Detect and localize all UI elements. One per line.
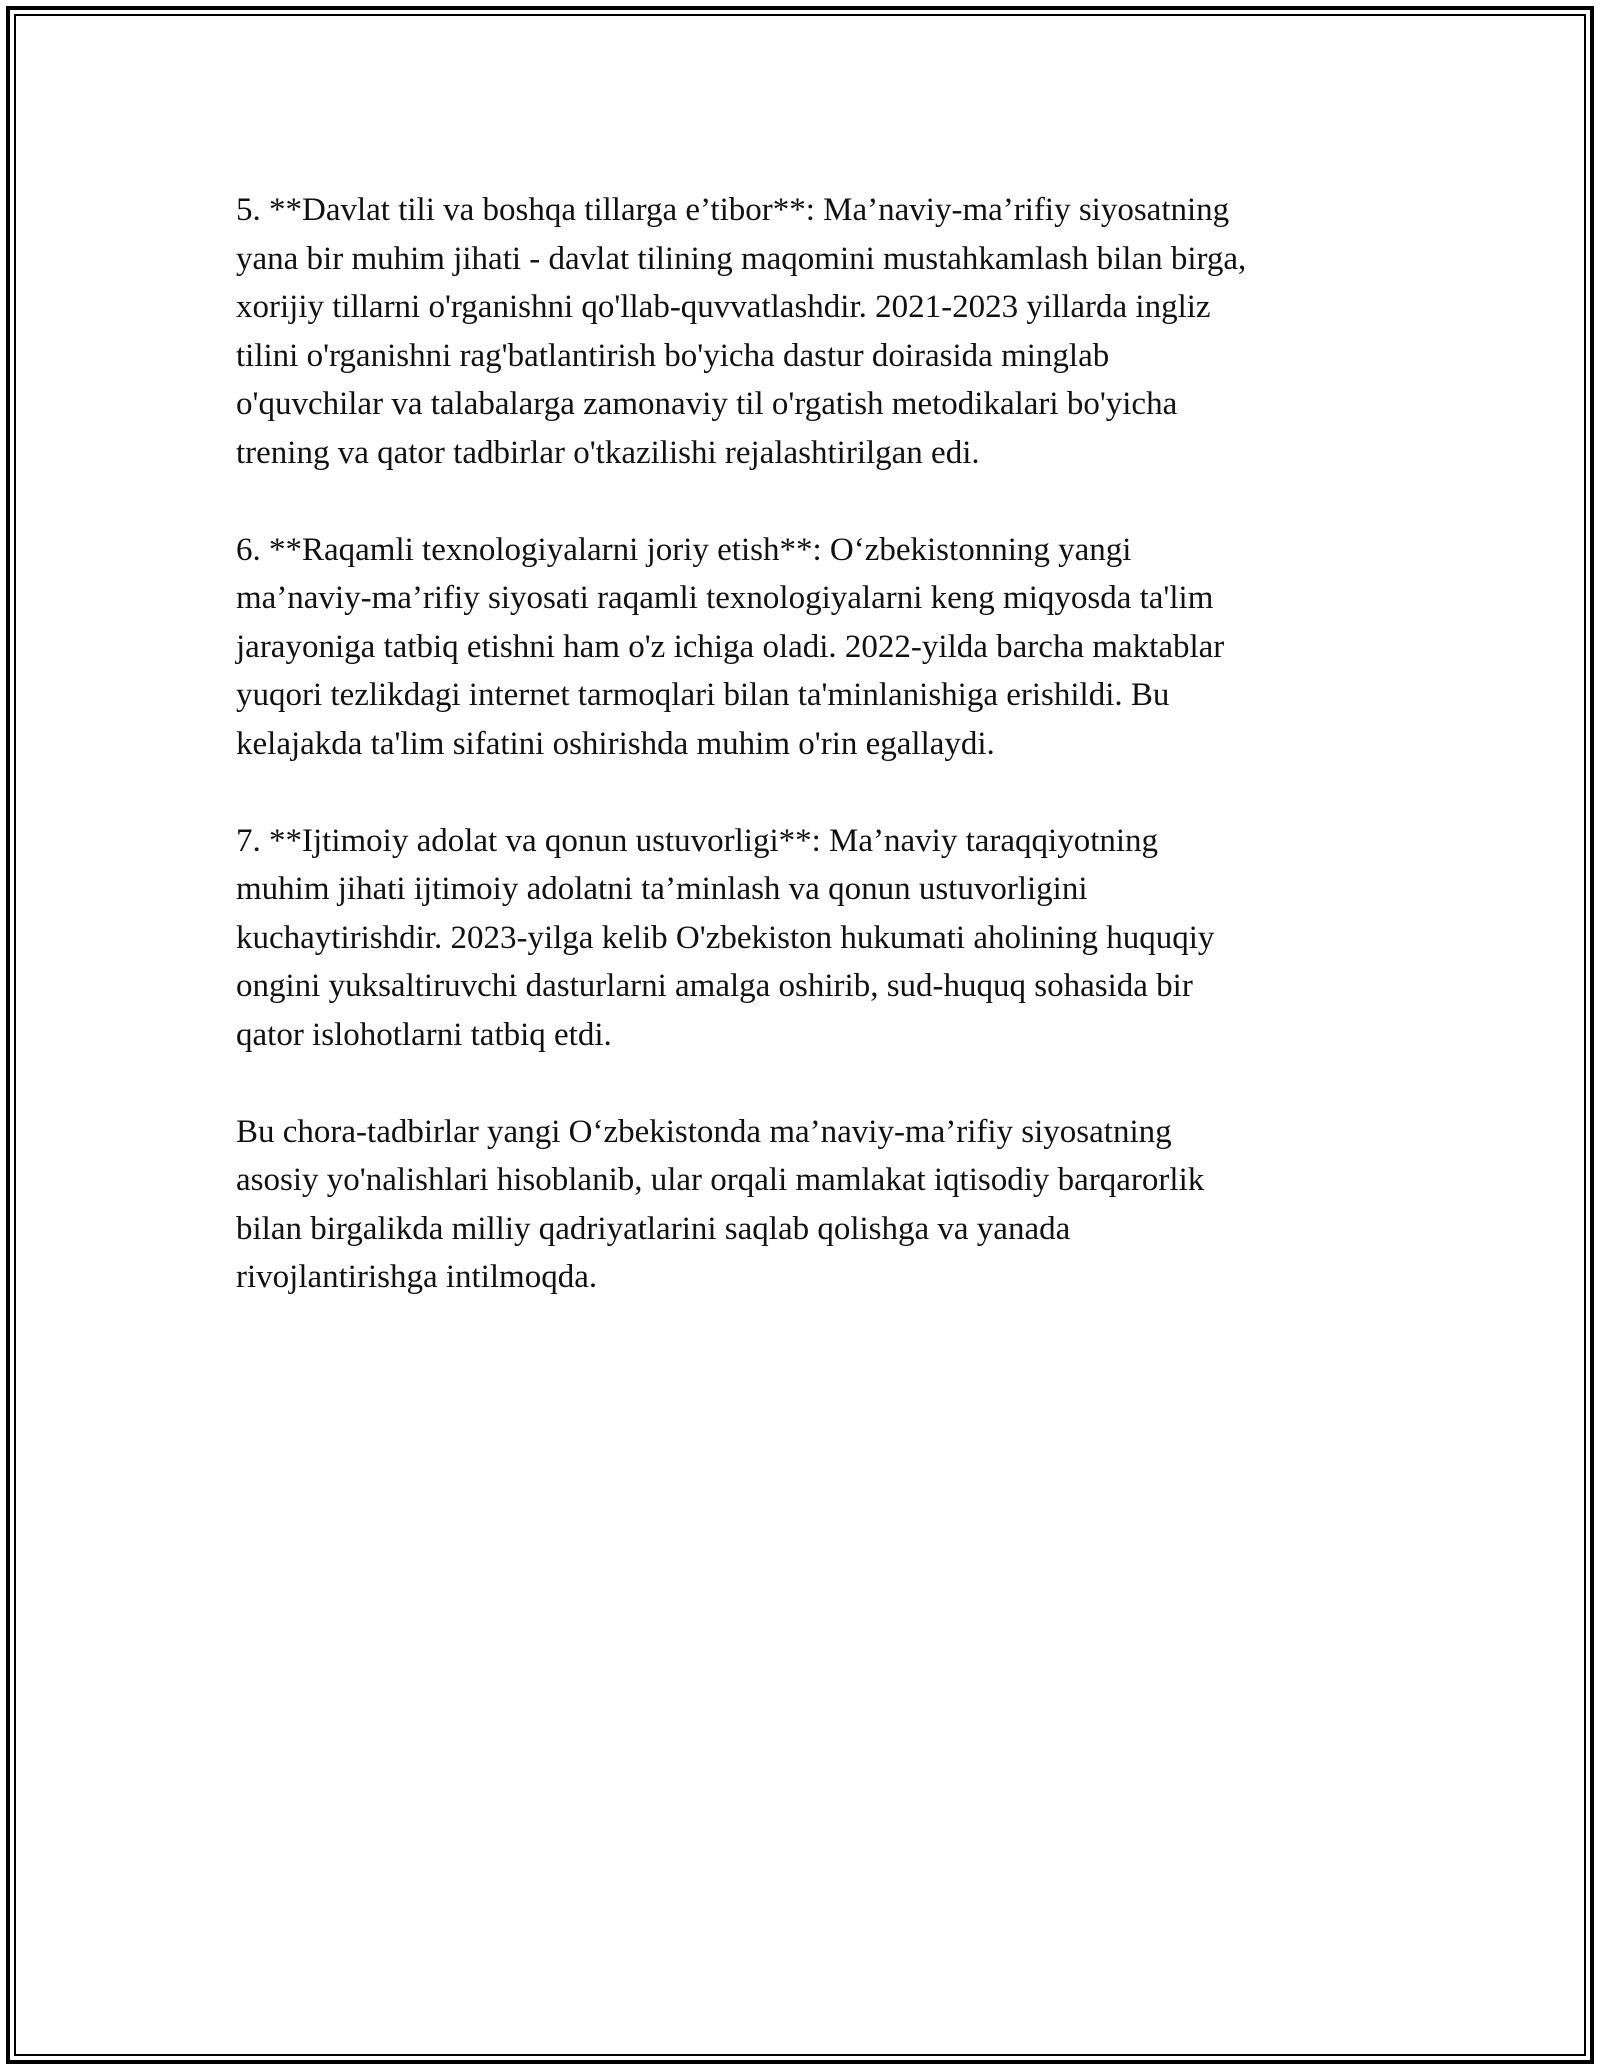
paragraph-state-language: 5. **Davlat tili va boshqa tillarga e’tibor**: Ma’naviy-ma’rifiy siyosatning yana bir muhim jihati - davlat tilining maqomini mustahkamlash bilan birga, xorijiy tillarni o'rganishni qo'llab-quvvatlashdir. 2021-2023 yillarda ingliz tilini o'rganishni rag'batlantirish bo'yicha dastur doirasida minglab o'quvchilar va talabalarga zamonaviy til o'rgatish metodikalari bo'yicha trening va qator tadbirlar o'tkazilishi rejalashtirilgan edi. xyxy=(236,192,1247,471)
paragraph-digital-technologies: 6. **Raqamli texnologiyalarni joriy etish**: O‘zbekistonning yangi ma’naviy-ma’rifiy siyosati raqamli texnologiyalarni keng miqyosda ta'lim jarayoniga tatbiq etishni ham o'z ichiga oladi. 2022-yilda barcha maktablar yuqori tezlikdagi internet tarmoqlari bilan ta'minlanishiga erishildi. Bu kelajakda ta'lim sifatini oshirishda muhim o'rin egallaydi. xyxy=(236,531,1225,762)
paragraph-conclusion: Bu chora-tadbirlar yangi O‘zbekistonda ma’naviy-ma’rifiy siyosatning asosiy yo'nalishlari hisoblanib, ular orqali mamlakat iqtisodiy barqarorlik bilan birgalikda milliy qadriyatlarini saqlab qolishga va yanada rivojlantirishga intilmoqda. xyxy=(236,1113,1205,1295)
document-body xyxy=(236,186,1386,1350)
paragraph-social-justice: 7. **Ijtimoiy adolat va qonun ustuvorligi**: Ma’naviy taraqqiyotning muhim jihati ijtimoiy adolatni ta’minlash va qonun ustuvorligini kuchaytirishdir. 2023-yilga kelib O'zbekiston hukumati aholining huquqiy ongini yuksaltiruvchi dasturlarni amalga oshirib, sud-huquq sohasida bir qator islohotlarni tatbiq etdi. xyxy=(236,822,1215,1053)
